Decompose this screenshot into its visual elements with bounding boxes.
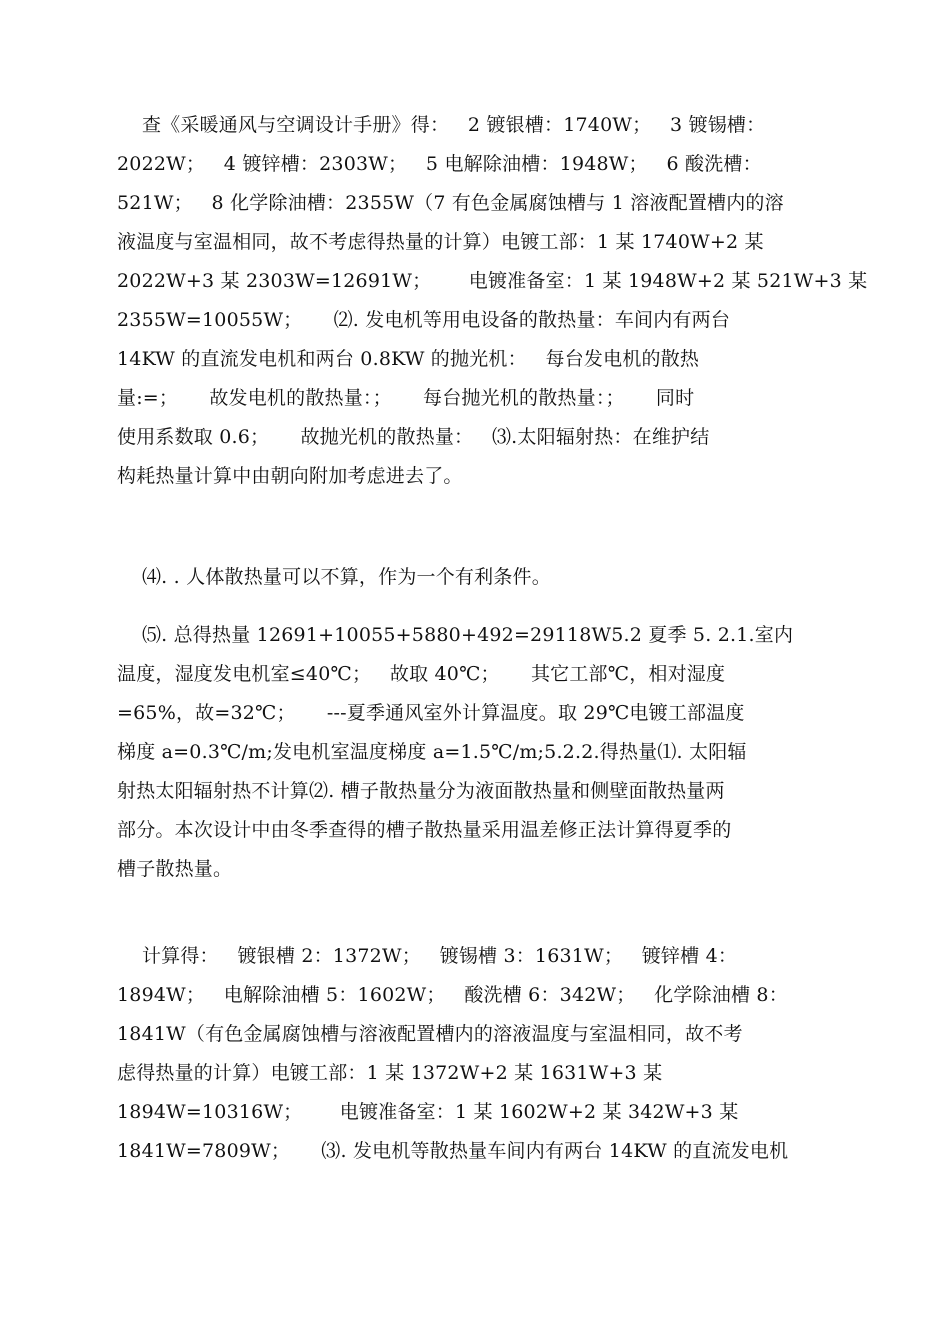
text-line: ⑷. . 人体散热量可以不算，作为一个有利条件。	[117, 566, 551, 588]
text-line: 14KW 的直流发电机和两台 0.8KW 的抛光机： 每台发电机的散热	[117, 348, 700, 370]
text-line: 2022W+3 某 2303W=12691W； 电镀准备室：1 某 1948W+2 某 521W+3 某	[117, 270, 868, 292]
text-line: =65%，故=32℃； ---夏季通风室外计算温度。取 29℃电镀工部温度	[117, 702, 745, 724]
text-line: 量:=； 故发电机的散热量：； 每台抛光机的散热量：； 同时	[117, 387, 695, 409]
text-line: 521W； 8 化学除油槽：2355W（7 有色金属腐蚀槽与 1 溶液配置槽内的溶	[117, 192, 784, 214]
text-line: 梯度 a=0.3℃/m;发电机室温度梯度 a=1.5℃/m;5.2.2.得热量⑴. 太阳辐	[117, 741, 747, 763]
text-line: 温度，湿度发电机室≤40℃； 故取 40℃； 其它工部℃，相对湿度	[117, 663, 726, 685]
text-line: 2022W； 4 镀锌槽：2303W； 5 电解除油槽：1948W； 6 酸洗槽：	[117, 153, 762, 175]
text-line: 使用系数取 0.6； 故抛光机的散热量： ⑶.太阳辐射热：在维护结	[117, 426, 710, 448]
text-line: ⑸. 总得热量 12691+10055+5880+492=29118W5.2 夏季 5. 2.1.室内	[117, 624, 794, 646]
paragraph-heat-gain-winter	[117, 106, 868, 496]
text-line: 计算得： 镀银槽 2：1372W； 镀锡槽 3：1631W； 镀锌槽 4：	[117, 945, 738, 967]
text-line: 1841W（有色金属腐蚀槽与溶液配置槽内的溶液温度与室温相同，故不考	[117, 1023, 743, 1045]
text-line: 2355W=10055W； ⑵. 发电机等用电设备的散热量：车间内有两台	[117, 309, 731, 331]
text-line: 液温度与室温相同，故不考虑得热量的计算）电镀工部：1 某 1740W+2 某	[117, 231, 764, 253]
text-line: 射热太阳辐射热不计算⑵. 槽子散热量分为液面散热量和侧壁面散热量两	[117, 780, 725, 802]
paragraph-calculation-results	[117, 937, 837, 1171]
text-line: 构耗热量计算中由朝向附加考虑进去了。	[117, 465, 463, 487]
paragraph-body-heat	[117, 558, 837, 597]
text-line: 查《采暖通风与空调设计手册》得： 2 镀银槽：1740W； 3 镀锡槽：	[117, 114, 766, 136]
paragraph-summer-conditions	[117, 616, 837, 889]
text-line: 1894W； 电解除油槽 5：1602W； 酸洗槽 6：342W； 化学除油槽 8：	[117, 984, 788, 1006]
text-line: 1841W=7809W； ⑶. 发电机等散热量车间内有两台 14KW 的直流发电机	[117, 1140, 789, 1162]
text-line: 部分。本次设计中由冬季查得的槽子散热量采用温差修正法计算得夏季的	[117, 819, 732, 841]
text-line: 虑得热量的计算）电镀工部：1 某 1372W+2 某 1631W+3 某	[117, 1062, 663, 1084]
text-line: 1894W=10316W； 电镀准备室：1 某 1602W+2 某 342W+3 某	[117, 1101, 739, 1123]
text-line: 槽子散热量。	[117, 858, 233, 880]
